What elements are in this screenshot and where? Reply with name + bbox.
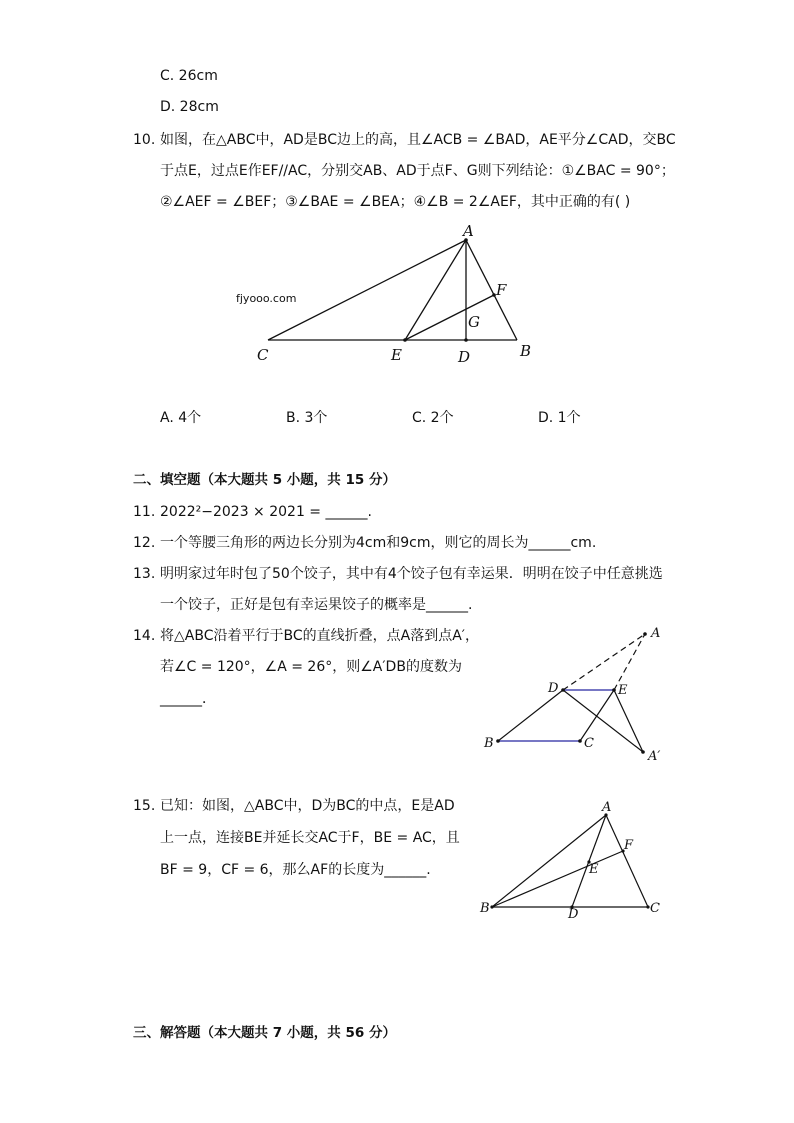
q15-label-f: F [624,838,634,853]
q13-number: 13. [133,566,156,582]
q14-number: 14. [133,628,156,644]
q10-label-g: G [468,313,480,331]
q12-number: 12. [133,535,156,551]
section-2-title: 二、填空题（本大题共 5 小题，共 15 分） [133,472,396,488]
q14-label-c: C [584,736,594,751]
q15-label-c: C [650,901,660,916]
q10-label-c: C [257,346,269,364]
q10-label-f: F [496,281,507,299]
q14-label-b: B [484,736,494,751]
q15-text-line3: BF = 9，CF = 6，那么AF的长度为______. [160,862,431,878]
q14-label-a-prime: A′ [648,749,661,764]
q10-label-b: B [520,342,532,360]
q10-label-a: A [463,222,474,240]
q15-label-d: D [568,907,579,922]
q15-label-e: E [589,862,599,877]
q10-text-line3: ②∠AEF = ∠BEF；③∠BAE = ∠BEA；④∠B = 2∠AEF，其中正确的有( ) [160,194,631,210]
q9-option-c: C. 26cm [160,68,218,84]
q14-label-e: E [618,683,628,698]
q15-label-b: B [480,901,490,916]
q10-text-line2: 于点E，过点E作EF//AC，分别交AB、AD于点F、G则下列结论：①∠BAC = 90°； [160,163,675,179]
q10-option-a: A. 4个 [160,410,202,426]
q10-option-c: C. 2个 [412,410,454,426]
q14-text-line2: 若∠C = 120°，∠A = 26°，则∠A′DB的度数为 [160,659,462,675]
q11-text: 2022²−2023 × 2021 = ______. [160,504,372,520]
q14-label-a: A [651,626,661,641]
q9-option-d: D. 28cm [160,99,219,115]
q10-label-d: D [458,348,471,366]
q11-number: 11. [133,504,156,520]
q15-text-line1: 已知：如图，△ABC中，D为BC的中点，E是AD [160,798,455,814]
q10-text-line1: 如图，在△ABC中，AD是BC边上的高，且∠ACB = ∠BAD，AE平分∠CAD，交BC [160,132,676,148]
q10-option-d: D. 1个 [538,410,581,426]
q14-text-line1: 将△ABC沿着平行于BC的直线折叠，点A落到点A′， [160,628,479,644]
q14-label-d: D [548,681,559,696]
q10-number: 10. [133,132,156,148]
q13-text-line2: 一个饺子，正好是包有幸运果饺子的概率是______. [160,597,473,613]
q10-label-e: E [391,346,402,364]
q10-option-b: B. 3个 [286,410,328,426]
q13-text-line1: 明明家过年时包了50个饺子，其中有4个饺子包有幸运果．明明在饺子中任意挑选 [160,566,663,582]
section-3-title: 三、解答题（本大题共 7 小题，共 56 分） [133,1025,396,1041]
q12-text: 一个等腰三角形的两边长分别为4cm和9cm，则它的周长为______cm. [160,535,597,551]
q14-text-line3: ______． [160,691,216,707]
q15-text-line2: 上一点，连接BE并延长交AC于F，BE = AC，且 [160,830,460,846]
q15-label-a: A [602,800,612,815]
q10-watermark: fjyooo.com [236,292,297,305]
q15-number: 15. [133,798,156,814]
